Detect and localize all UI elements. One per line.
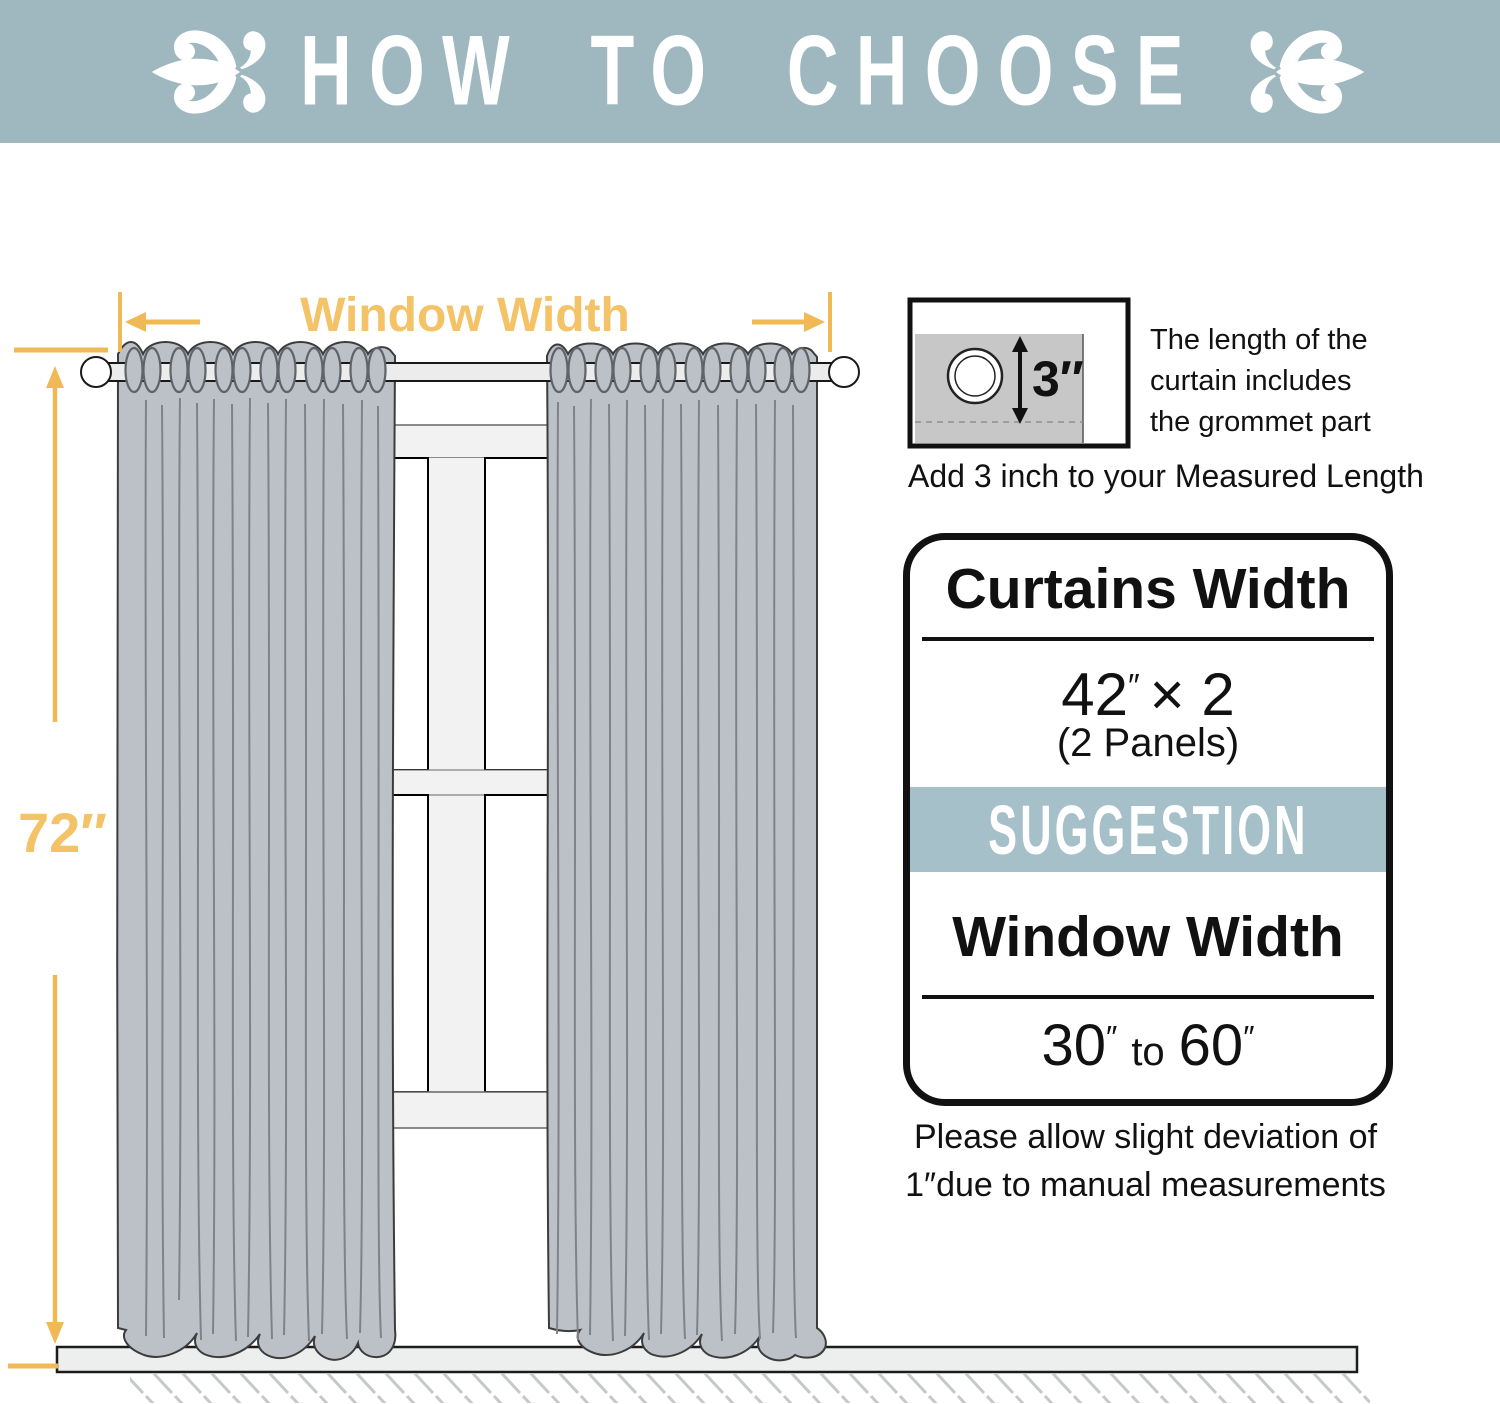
window-width-range (910, 1012, 1386, 1079)
multiplier: × 2 (1149, 661, 1235, 728)
grommet-note-line: curtain includes (1150, 365, 1352, 397)
divider (922, 637, 1374, 641)
grommet-size-label: 3″ (1032, 351, 1084, 407)
range-connector: to (1131, 1030, 1165, 1074)
deviation-note-line1: Please allow slight deviation of (913, 1118, 1378, 1156)
rod-finial-left (81, 357, 111, 387)
suggestion-band-label: SUGGESTION (987, 790, 1309, 869)
panels-note: (2 Panels) (1056, 721, 1240, 765)
arrow-up-icon (46, 366, 64, 388)
suggestion-band (910, 787, 1386, 872)
curtains-width-title: Curtains Width (945, 557, 1351, 621)
range-to: 60 (1178, 1013, 1244, 1078)
curtain-length-label: 72″ (18, 801, 108, 864)
floor-hatch (130, 1373, 1370, 1403)
arrow-right-icon (804, 312, 825, 332)
divider (922, 995, 1374, 999)
arrow-left-icon (125, 312, 146, 332)
inch-mark: ″ (1243, 1018, 1255, 1055)
header-band (0, 0, 1500, 143)
grommet-closeup (910, 300, 1128, 446)
grommet-note (1150, 320, 1430, 443)
inch-mark: ″ (1127, 666, 1140, 704)
window-width-label: Window Width (300, 289, 630, 342)
arrow-down-icon (46, 1322, 64, 1344)
grommet-note-line: The length of the (1150, 324, 1368, 356)
curtain-panel-right (547, 344, 826, 1361)
rod-finial-right (829, 357, 859, 387)
page-title: HOW TO CHOOSE (299, 15, 1201, 127)
grommet-note-line: the grommet part (1150, 406, 1371, 438)
range-from: 30 (1041, 1013, 1107, 1078)
inch-mark: ″ (1106, 1018, 1118, 1055)
width-number: 42 (1061, 661, 1128, 728)
curtains-width-value (910, 660, 1386, 729)
curtain-panel-left (117, 342, 395, 1360)
add-length-note: Add 3 inch to your Measured Length (908, 458, 1424, 494)
window-width-title: Window Width (952, 905, 1344, 969)
deviation-note-line2: 1″due to manual measurements (905, 1166, 1386, 1204)
suggestion-box (903, 533, 1393, 1106)
